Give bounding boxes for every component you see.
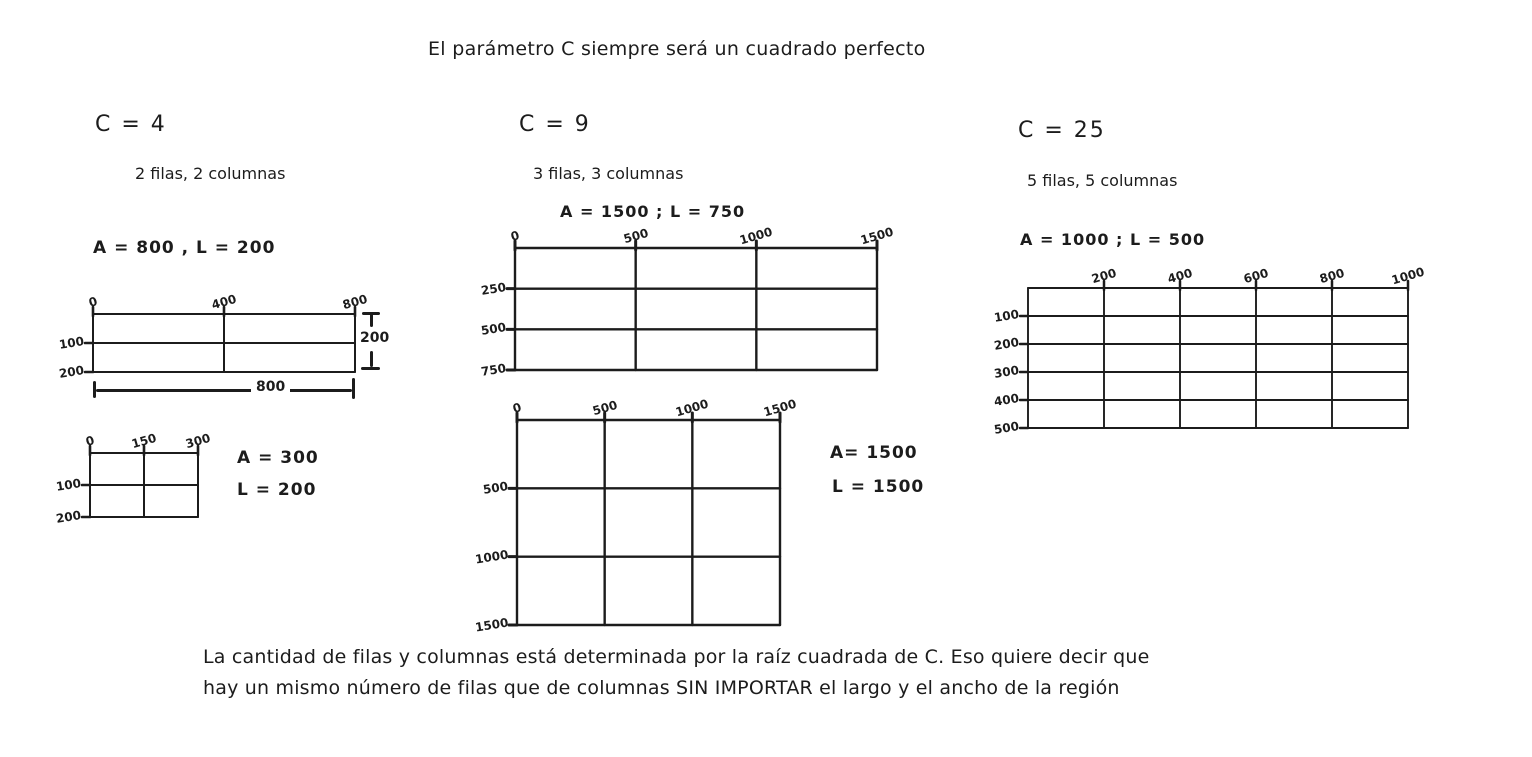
grid-c4-small-length-label: L = 200: [237, 480, 317, 500]
axis-label-left: 500: [479, 320, 507, 339]
axis-label-top: 1000: [1390, 264, 1426, 288]
grid-c25-main: [992, 264, 1426, 437]
grid-lines: [515, 248, 877, 370]
axis-label-left: 500: [481, 479, 509, 498]
bracket-line: [96, 389, 352, 392]
axis-label-top: 1500: [762, 396, 798, 420]
axis-label-top: 1000: [674, 396, 711, 420]
grid-c9-square-area-label: A= 1500: [830, 443, 918, 463]
axis-label-left: 200: [54, 508, 82, 526]
axis-label-top: 400: [210, 291, 238, 313]
grid-c4-height-bracket: [358, 312, 398, 376]
grid-lines: [90, 453, 198, 517]
axis-label-top: 0: [511, 400, 523, 416]
grid-c9-wide: [479, 224, 895, 379]
bracket-end-right: [352, 378, 355, 399]
axis-label-left: 500: [992, 419, 1020, 437]
axis-label-top: 800: [1318, 265, 1346, 287]
section-c4-label: C = 4: [95, 112, 167, 137]
axis-label-left: 200: [992, 335, 1020, 353]
bracket-end-bottom: [361, 367, 380, 370]
grid-c4-small: [54, 430, 212, 526]
axis-label-left: 400: [992, 391, 1020, 409]
axis-label-left: 100: [992, 307, 1020, 325]
axis-label-top: 1000: [738, 224, 775, 248]
axis-label-left: 100: [54, 476, 82, 494]
height-dimension-label: 200: [360, 330, 390, 346]
axis-label-top: 150: [130, 430, 158, 452]
axis-label-top: 500: [621, 225, 650, 247]
section-c9-params: A = 1500 ; L = 750: [560, 202, 746, 221]
width-dimension-label: 800: [251, 379, 290, 395]
axis-label-top: 600: [1242, 265, 1270, 287]
grid-c4-small-area-label: A = 300: [237, 448, 319, 468]
grid-c4-main: [57, 291, 369, 381]
section-c25-params: A = 1000 ; L = 500: [1020, 230, 1206, 249]
axis-label-top: 0: [509, 228, 521, 244]
axis-label-top: 300: [184, 430, 212, 452]
axis-label-left: 750: [479, 361, 507, 379]
axis-label-top: 500: [590, 397, 619, 419]
grid-lines: [1028, 288, 1408, 428]
section-c4-note: 2 filas, 2 columnas: [135, 164, 286, 183]
section-c25-note: 5 filas, 5 columnas: [1027, 171, 1178, 190]
axis-label-left: 200: [57, 363, 85, 381]
footer-text-line2: hay un mismo número de filas que de columnas SIN IMPORTAR el largo y el ancho de la región: [203, 677, 1120, 699]
axis-label-top: 800: [341, 291, 369, 313]
bracket-stem-top: [370, 314, 373, 327]
footer-text-line1: La cantidad de filas y columnas está determinada por la raíz cuadrada de C. Eso quiere decir que: [203, 646, 1150, 668]
axis-label-left: 300: [992, 363, 1020, 381]
section-c9-note: 3 filas, 3 columnas: [533, 164, 684, 183]
axis-label-left: 1500: [473, 615, 509, 635]
page-title: El parámetro C siempre será un cuadrado perfecto: [428, 38, 926, 60]
axis-label-left: 250: [479, 279, 507, 298]
section-c25-label: C = 25: [1018, 118, 1106, 143]
axis-label-top: 1500: [859, 224, 895, 248]
grid-c9-square: [473, 396, 798, 635]
axis-label-top: 200: [1090, 265, 1118, 287]
axis-label-top: 0: [84, 433, 96, 449]
grid-lines: [517, 420, 780, 625]
grid-c4-width-bracket: [93, 377, 355, 399]
axis-label-top: 400: [1166, 265, 1194, 287]
grid-lines: [93, 314, 355, 372]
section-c9-label: C = 9: [519, 112, 591, 137]
axis-label-left: 100: [57, 334, 85, 352]
bracket-stem-bottom: [370, 351, 373, 367]
axis-label-left: 1000: [473, 547, 509, 567]
section-c4-params: A = 800 , L = 200: [93, 238, 276, 258]
grid-c9-square-length-label: L = 1500: [832, 477, 925, 497]
axis-label-top: 0: [87, 294, 99, 310]
